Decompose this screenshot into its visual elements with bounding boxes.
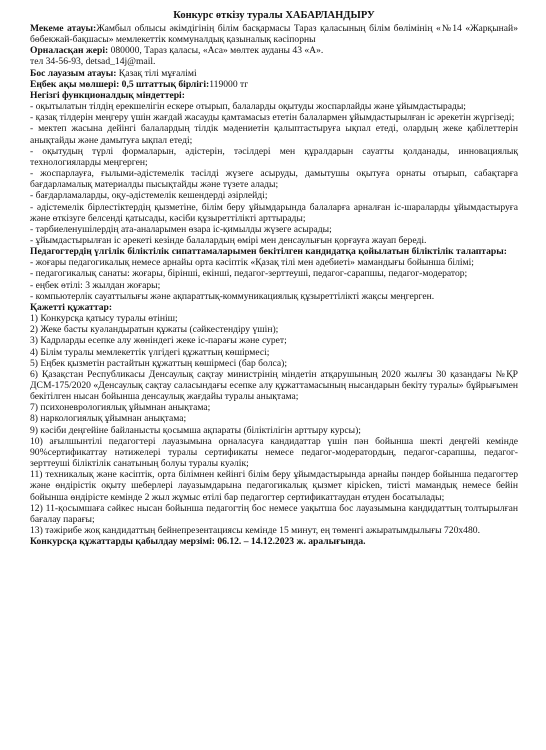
address-label: Орналасқан жері: — [30, 45, 109, 57]
list-item: - компьютерлік сауаттылығы және ақпараттық-коммуникациялық құзыреттілікті жақсы меңгерген. — [30, 290, 435, 302]
documents-heading: Қажетті құжаттар: — [30, 301, 113, 313]
position-line — [30, 68, 518, 79]
list-item: - еңбек өтілі: 3 жылдан жоғары; — [30, 279, 161, 291]
position-value: Қазақ тілі мұғалімі — [116, 67, 197, 79]
salary-label: Еңбек ақы мөлшері: 0,5 штаттық бірлігі: — [30, 78, 210, 90]
list-item: 6) Қазақстан Республикасы Денсаулық сақтау министрінің міндетін атқарушының 2020 жылғы 30 қазандағы №ҚР ДСМ-175/2020 «Денсаулық сақтау саласындағы есепке алу құжаттамасының нысандарын бекіту туралы» бұйрығымен бекітілген нысан бойынша денсаулық жағдайы туралы анықтама; — [30, 368, 518, 403]
list-item: 8) наркологиялық ұйымнан анықтама; — [30, 413, 187, 425]
address-value: 080000, Тараз қаласы, «Аса» мөлтек ауданы 43 «А». — [108, 45, 324, 57]
list-item: - мектеп жасына дейінгі балалардың тілдік мәдениетін қалыптастыруға ықпал етеді, олардың жеке қабілеттерін анықтайды және дамытуға ықпал етеді; — [30, 123, 518, 146]
organization-line — [30, 23, 518, 45]
list-item: - педагогикалық санаты: жоғары, бірінші, екінші, педагог-зерттеуші, педагог-сарапшы, педагог-модератор; — [30, 268, 468, 280]
list-item: - оқытудың түрлі формаларын, әдістерін, тәсілдері мен құралдарын сауатты қолданады, инновациялық технологияларды меңгерген; — [30, 145, 518, 168]
list-item: - бағдарламаларды, оқу-әдістемелік кешендерді әзірлейді; — [30, 190, 268, 202]
requirements-list — [30, 257, 518, 302]
salary-value: 119000 тг — [209, 78, 249, 90]
contacts-line: тел 34-56-93, detsad_14j@mail. — [30, 56, 156, 68]
position-label: Бос лауазым атауы: — [30, 67, 117, 79]
list-item: - тәрбиеленушілердің ата-аналарымен өзара іс-қимылды жүзеге асырады; — [30, 223, 332, 235]
address-line — [30, 45, 518, 56]
duties-list — [30, 101, 518, 246]
list-item: - әдістемелік бірлестіктердің қызметіне, білім беру ұйымдарында балаларға арналған іс-шараларды ұйымдастыруға және өткізуге белсенді қатысады, кәсіби құзыреттілікті арттырады; — [30, 201, 518, 224]
list-item: 3) Кадрларды есепке алу жөніндегі жеке іс-парағы және сурет; — [30, 335, 287, 347]
duties-heading: Негізгі функционалдық міндеттері: — [30, 89, 185, 101]
list-item: 2) Жеке басты куәландыратын құжаты (сәйкестендіру үшін); — [30, 324, 279, 336]
list-item: - ұйымдастырылған іс әрекеті кезінде балалардың өмірі мен денсаулығын қорғауға жауап береді. — [30, 234, 427, 246]
list-item: 13) тәжірибе жоқ кандидаттың бейнепрезентациясы кемінде 15 минут, ең төменгі ажыратымдылығы 720х480. — [30, 525, 480, 537]
list-item: - қазақ тілдерін меңгеру үшін жағдай жасауды қамтамасыз ететін балалармен ұйымдастырылған іс әрекетін жүргізеді; — [30, 112, 515, 124]
list-item: 12) 11-қосымшаға сәйкес нысан бойынша педагогтің бос немесе уақытша бос лауазымына кандидаттың толтырылған бағалау парағы; — [30, 502, 518, 525]
organization-label: Мекеме атауы: — [30, 23, 97, 34]
list-item: - жоғары педагогикалық немесе арнайы орта кәсіптік «Қазақ тілі мен әдебиеті» мамандығы бойынша білімі; — [30, 257, 474, 269]
organization-value: Жамбыл облысы әкімдігінің білім басқармасы Тараз қаласының білім бөлімінің «№14 «Жарқынай» бөбекжай-бақшасы» мемлекеттік коммуналдық қазыналық кәсіпорны — [30, 23, 518, 46]
list-item: - оқытылатын тілдің ерекшелігін ескере отырып, балаларды оқытуды жоспарлайды және ұйымдастырады; — [30, 101, 466, 113]
documents-list — [30, 313, 518, 536]
list-item: 1) Конкурсқа қатысу туралы өтініш; — [30, 313, 178, 325]
list-item: 9) кәсіби деңгейіне байланысты қосымша ақпараты (біліктілігін арттыру курсы); — [30, 424, 361, 436]
requirements-heading: Педагогтердің үлгілік біліктілік сипаттамаларымен бекітілген кандидатқа қойылатын біліктілік талаптары: — [30, 246, 507, 258]
list-item: 11) техникалық және кәсіптік, орта білімнен кейінгі білім беру ұйымдастырында арнайы пәндер бойынша педагогтер және өндірістік оқыту шеберлері лауазымдарына педагогикалық қызмет кірісken, тиісті мамандық немесе бейін бойынша өндірісте кемінде 2 жыл жұмыс өтілі бар педагогтер сертификаттаудан өтуден босатылады; — [30, 469, 518, 503]
list-item: 4) Білім туралы мемлекеттік үлгідегі құжаттың көшірмесі; — [30, 346, 270, 358]
list-item: 10) ағылшынтілі педагогтері лауазымына орналасуға кандидаттар үшін пән бойынша шекті деңгейі кемінде 90%сертификаттау нәтижелері туралы сертификаты немесе педагог-модератордың, педагог-сарапшы, педагог-зерттеуші біліктілік санатының болуы туралы куәлік; — [30, 435, 518, 470]
page-title: Конкурс өткізу туралы ХАБАРЛАНДЫРУ — [173, 10, 375, 21]
list-item: 5) Еңбек қызметін растайтын құжаттың көшірмесі (бар болса); — [30, 357, 287, 369]
deadline-line: Конкурсқа құжаттарды қабылдау мерзімі: 06.12. – 14.12.2023 ж. аралығында. — [30, 536, 366, 548]
list-item: - жоспарлауға, ғылыми-әдістемелік тәсілді жүзеге асыруды, дамытушы оқытуға орнаты отырып, сабақтарға бағдарламалық материалды пысықтайды және түзете алады; — [30, 168, 518, 191]
salary-line — [30, 79, 518, 90]
list-item: 7) психоневрологиялық ұйымнан анықтама; — [30, 402, 211, 414]
